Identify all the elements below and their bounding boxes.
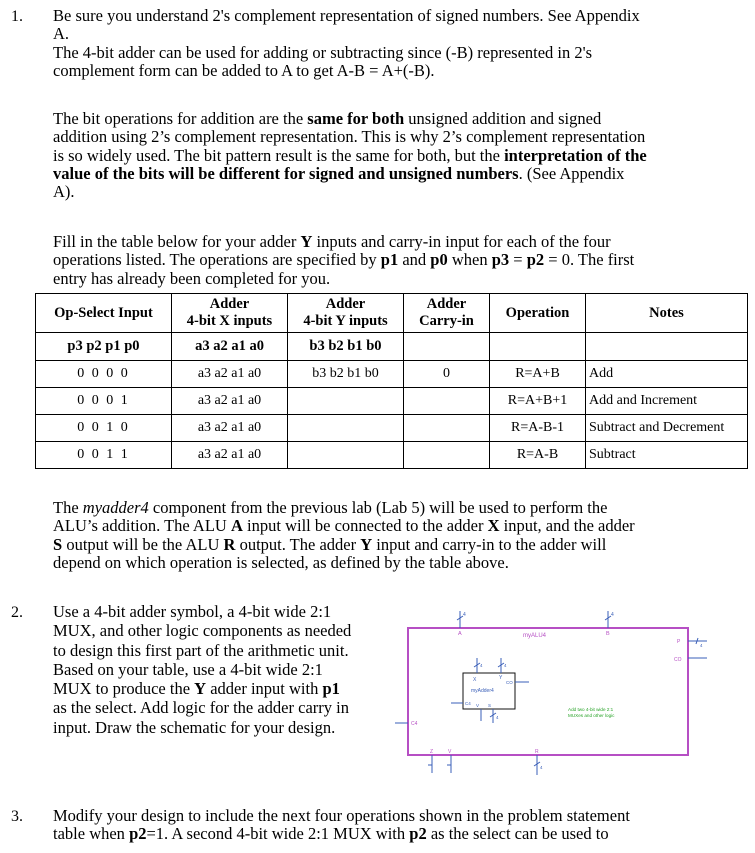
- adder-label: myAdder4: [471, 688, 494, 694]
- table-row: [36, 442, 748, 469]
- subheader-y-bits: b3 b2 b1 b0: [288, 333, 404, 361]
- port-v-label: V: [448, 749, 452, 755]
- text-line: Modify your design to include the next four operations shown in the problem statement: [53, 806, 630, 825]
- paragraph-complement-intro: [53, 7, 640, 80]
- table-row: [36, 388, 748, 415]
- text-line: MUX to produce the Y adder input with p1: [53, 679, 340, 699]
- text-line: depend on which operation is selected, as defined by the table above.: [53, 552, 509, 572]
- cell-carry[interactable]: [404, 415, 490, 442]
- cell-y[interactable]: [288, 388, 404, 415]
- subheader-op-bits: p3 p2 p1 p0: [36, 333, 172, 361]
- cell-y: b3 b2 b1 b0: [288, 361, 404, 388]
- cell-carry[interactable]: [404, 442, 490, 469]
- text-line: as the select. Add logic for the adder carry in: [53, 698, 349, 718]
- item-number-1: 1.: [11, 8, 23, 25]
- svg-text:4: 4: [480, 663, 483, 668]
- note-line-2: MUXes and other logic: [568, 713, 615, 718]
- cell-x: a3 a2 a1 a0: [172, 415, 288, 442]
- paragraph-table-instructions: [53, 233, 634, 288]
- cell-operation: R=A-B: [490, 442, 586, 469]
- cell-operation: R=A-B-1: [490, 415, 586, 442]
- table-subheader-row: [36, 333, 748, 361]
- cell-carry: 0: [404, 361, 490, 388]
- text-line: ALU’s addition. The ALU A input will be connected to the adder X input, and the adder: [53, 516, 635, 536]
- cell-empty: [586, 333, 748, 361]
- table-row: [36, 361, 748, 388]
- text-line: The 4-bit adder can be used for adding or subtracting since (-B) represented in 2's: [53, 42, 593, 62]
- port-b-label: B: [606, 631, 610, 637]
- svg-text:S: S: [488, 703, 492, 708]
- item-number-2: 2.: [11, 604, 23, 621]
- cell-x: a3 a2 a1 a0: [172, 388, 288, 415]
- text-line: Use a 4-bit adder symbol, a 4-bit wide 2:1: [53, 602, 332, 621]
- text-line: Fill in the table below for your adder Y inputs and carry-in input for each of the four: [53, 232, 611, 251]
- cell-op: 0 0 0 1: [36, 388, 172, 415]
- cell-op: 0 0 0 0: [36, 361, 172, 388]
- text-line: to design this first part of the arithmetic unit.: [53, 640, 349, 660]
- header-carry-in: Adder Carry-in: [404, 294, 490, 333]
- svg-text:4: 4: [611, 612, 614, 618]
- svg-text:C4: C4: [465, 701, 471, 706]
- text-line: The bit operations for addition are the same for both unsigned addition and signed: [53, 109, 602, 128]
- port-a-label: A: [458, 631, 462, 637]
- operations-table: [35, 293, 748, 469]
- cell-operation: R=A+B+1: [490, 388, 586, 415]
- item-number-3: 3.: [11, 808, 23, 825]
- header-adder-y: Adder 4-bit Y inputs: [288, 294, 404, 333]
- text-line: Based on your table, use a 4-bit wide 2:1: [53, 659, 323, 679]
- alu-box: [408, 628, 688, 755]
- text-line: The myadder4 component from the previous lab (Lab 5) will be used to perform the: [53, 498, 608, 517]
- alu-label: myALU4: [523, 633, 547, 639]
- text-line: is so widely used. The bit pattern result is the same for both, but the interpretation of the: [53, 145, 647, 165]
- port-co-label: CO: [674, 657, 682, 663]
- port-c4-label: C4: [411, 721, 418, 727]
- alu-schematic: [393, 603, 733, 778]
- svg-text:4: 4: [496, 715, 499, 720]
- text-line: entry has already been completed for you.: [53, 268, 331, 288]
- paragraph-design-instructions: [53, 602, 351, 737]
- text-line: complement form can be added to A to get A-B = A+(-B).: [53, 60, 435, 80]
- cell-empty: [404, 333, 490, 361]
- port-p-label: P: [677, 639, 681, 645]
- svg-text:X: X: [473, 677, 477, 683]
- svg-text:4: 4: [504, 663, 507, 668]
- text-line: A.: [53, 24, 70, 44]
- text-line: MUX, and other logic components as needed: [53, 621, 352, 641]
- text-line: value of the bits will be different for signed and unsigned numbers. (See Appendix: [53, 163, 625, 183]
- cell-notes: Subtract: [586, 442, 748, 469]
- text-line: S output will be the ALU R output. The adder Y input and carry-in to the adder will: [53, 534, 607, 554]
- cell-carry[interactable]: [404, 388, 490, 415]
- text-line: input. Draw the schematic for your design.: [53, 717, 336, 737]
- svg-text:V: V: [476, 703, 480, 708]
- svg-text:CO: CO: [506, 680, 513, 685]
- cell-x: a3 a2 a1 a0: [172, 442, 288, 469]
- cell-empty: [490, 333, 586, 361]
- text-line: addition using 2’s complement representation. This is why 2’s complement representation: [53, 127, 646, 147]
- cell-op: 0 0 1 1: [36, 442, 172, 469]
- paragraph-bit-operations: [53, 110, 647, 201]
- text-line: Be sure you understand 2's complement representation of signed numbers. See Appendix: [53, 6, 640, 25]
- subheader-x-bits: a3 a2 a1 a0: [172, 333, 288, 361]
- cell-notes: Add and Increment: [586, 388, 748, 415]
- port-r-label: R: [535, 749, 539, 755]
- table-header-row: [36, 294, 748, 333]
- text-line: operations listed. The operations are specified by p1 and p0 when p3 = p2 = 0. The first: [53, 250, 635, 270]
- svg-text:Y: Y: [499, 675, 503, 681]
- cell-op: 0 0 1 0: [36, 415, 172, 442]
- paragraph-myadder4: [53, 499, 635, 572]
- port-z-label: Z: [430, 749, 434, 755]
- text-line: A).: [53, 182, 75, 202]
- note-line-1: Add two 4-bit wide 2:1: [568, 707, 614, 712]
- svg-text:4: 4: [540, 765, 543, 770]
- paragraph-modify-design: [53, 807, 630, 844]
- cell-y[interactable]: [288, 442, 404, 469]
- cell-notes: Add: [586, 361, 748, 388]
- cell-y[interactable]: [288, 415, 404, 442]
- cell-notes: Subtract and Decrement: [586, 415, 748, 442]
- table-row: [36, 415, 748, 442]
- header-op-select: Op-Select Input: [36, 294, 172, 333]
- cell-x: a3 a2 a1 a0: [172, 361, 288, 388]
- header-adder-x: Adder 4-bit X inputs: [172, 294, 288, 333]
- header-notes: Notes: [586, 294, 748, 333]
- svg-text:4: 4: [463, 612, 466, 618]
- svg-text:4: 4: [700, 643, 703, 648]
- header-operation: Operation: [490, 294, 586, 333]
- cell-operation: R=A+B: [490, 361, 586, 388]
- text-line: table when p2=1. A second 4-bit wide 2:1 MUX with p2 as the select can be used to: [53, 824, 609, 844]
